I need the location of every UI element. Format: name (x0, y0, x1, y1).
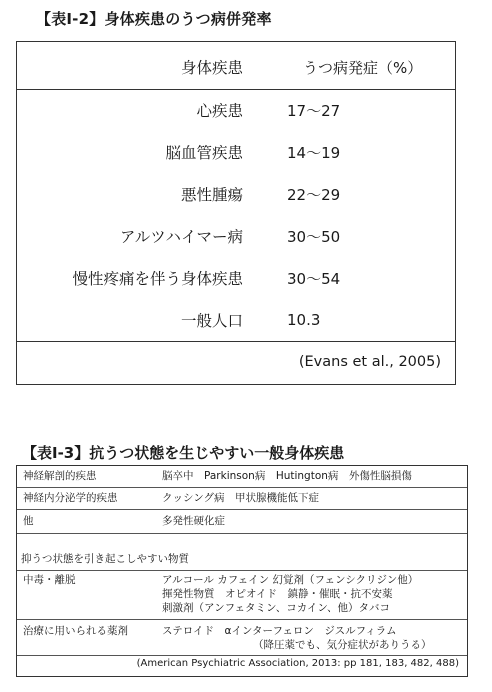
table2-divider (17, 533, 467, 534)
table-row (17, 173, 455, 215)
table2-substance-line: 揮発性物質 オピオイド 鎮静・催眠・抗不安薬 (162, 588, 393, 600)
table-row (17, 299, 455, 341)
table1-rate: 17～27 (287, 101, 341, 120)
table1-rate: 10.3 (287, 311, 321, 329)
table1-header-disease: 身体疾患 (180, 59, 243, 77)
table1 (16, 41, 456, 385)
table2-substance-line: ステロイド αインターフェロン ジスルフィラム (162, 625, 397, 637)
table1-header-row (17, 46, 455, 88)
table2-category: 神経内分泌学的疾患 (23, 492, 118, 504)
table1-title: 【表Ⅰ-2】身体疾患のうつ病併発率 (36, 10, 272, 28)
table1-disease: 心疾患 (196, 102, 243, 120)
table1-rate: 30～50 (287, 227, 341, 246)
table1-rate: 14～19 (287, 143, 341, 162)
table2-divider (17, 655, 467, 656)
table-row (17, 215, 455, 257)
table2-substance-line: （降圧薬でも、気分症状がありうる） (253, 639, 432, 651)
table2-divider (17, 570, 467, 571)
table2-category: 他 (23, 515, 34, 527)
table2-divider (17, 487, 467, 488)
table2-items: 脳卒中 Parkinson病 Hutington病 外傷性脳損傷 (162, 470, 412, 482)
table-row (17, 131, 455, 173)
table1-disease: アルツハイマー病 (119, 228, 243, 246)
table1-disease: 悪性腫瘍 (180, 186, 243, 204)
table1-citation: (Evans et al., 2005) (298, 354, 441, 370)
table2-section-title: 抑うつ状態を引き起こしやすい物質 (21, 553, 189, 565)
table-row (17, 257, 455, 299)
table2-category: 神経解剖的疾患 (23, 470, 97, 482)
table1-disease: 慢性疼痛を伴う身体疾患 (72, 270, 243, 288)
table2-items: 多発性硬化症 (162, 515, 225, 527)
table-row (17, 89, 455, 131)
table1-rate: 30～54 (287, 269, 341, 288)
table2-substance-category: 治療に用いられる薬剤 (23, 625, 128, 637)
table1-disease: 脳血管疾患 (165, 144, 243, 162)
table2 (16, 465, 468, 677)
table1-rate: 22～29 (287, 185, 341, 204)
table2-substance-category: 中毒・離脱 (23, 574, 76, 586)
table2-divider (17, 619, 467, 620)
table2-title: 【表Ⅰ-3】抗うつ状態を生じやすい一般身体疾患 (22, 444, 345, 462)
table2-items: クッシング病 甲状腺機能低下症 (162, 492, 320, 504)
table1-header-rate: うつ病発症（%） (303, 58, 423, 77)
table2-substance-line: アルコール カフェイン 幻覚剤（フェンシクリジン他） (162, 574, 419, 586)
table1-footer-divider (17, 341, 455, 342)
table2-substance-line: 刺激剤（アンフェタミン、コカイン、他）タバコ (162, 602, 390, 614)
table2-citation: (American Psychiatric Association, 2013: pp 181, 183, 482, 488) (136, 658, 459, 669)
table2-divider (17, 509, 467, 510)
table1-disease: 一般人口 (180, 312, 243, 330)
